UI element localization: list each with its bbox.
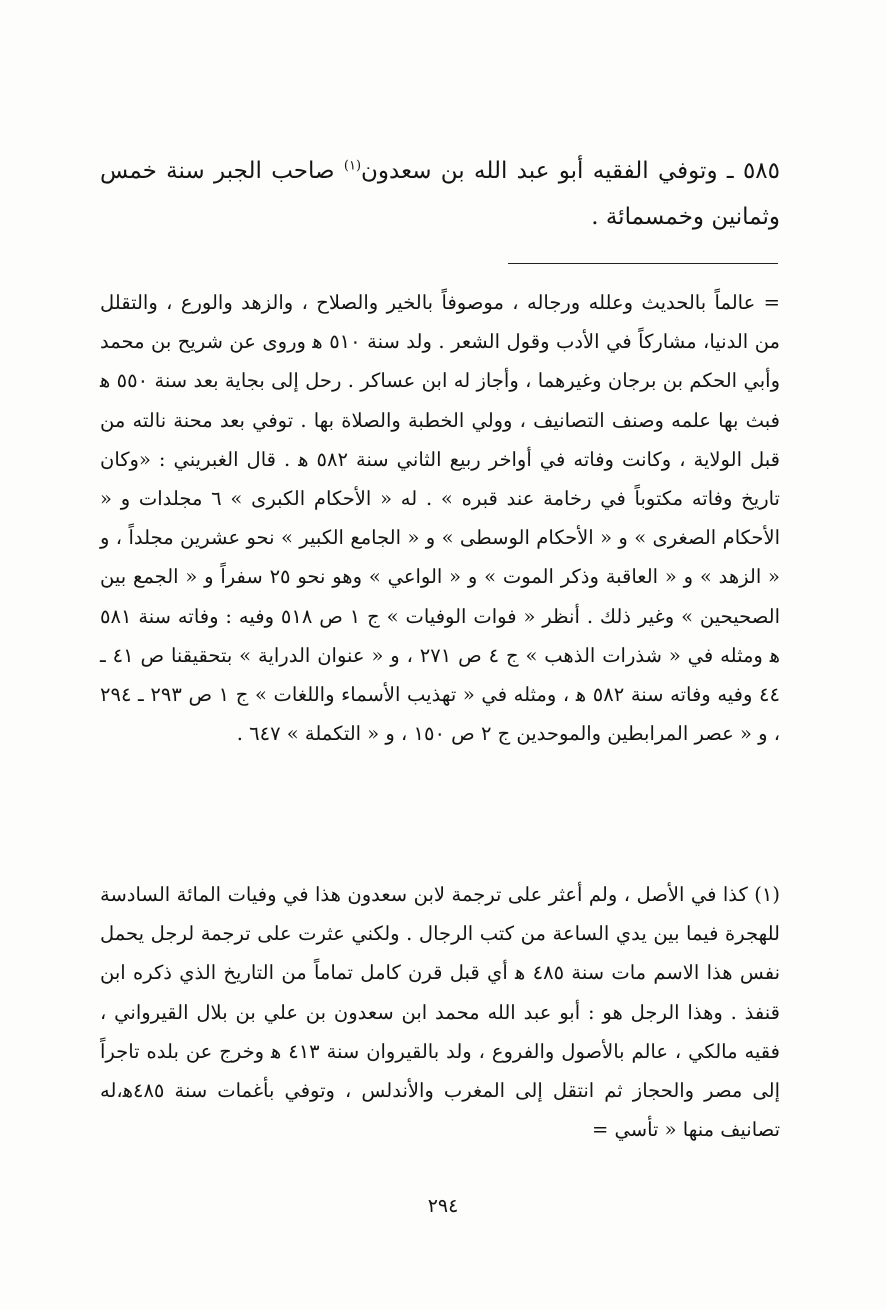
footnote-divider <box>508 263 778 264</box>
footnote-1: (١) كذا في الأصل ، ولم أعثر على ترجمة لابن سعدون هذا في وفيات المائة السادسة للهجرة فيما بين يدي الساعة من كتب الرجال . ولكني عثرت على ترجمة لرجل يحمل نفس هذا الاسم مات سنة ٤٨٥ ﻫ أي قبل قرن كامل تماماً من التاريخ الذي ذكره ابن قنفذ . وهذا الرجل هو : أبو عبد الله محمد ابن سعدون بن علي بن بلال القيرواني ، فقيه مالكي ، عالم بالأصول والفروع ، ولد بالقيروان سنة ٤١٣ ﻫ وخرج عن بلده تاجراً إلى مصر والحجاز ثم انتقل إلى المغرب والأندلس ، وتوفي بأغمات سنة ٤٨٥ﻫ،له تصانيف منها « تأسي = <box>100 883 780 1142</box>
main-entry-paragraph <box>100 148 780 240</box>
entry-text-before-ref: ـ وتوفي الفقيه أبو عبد الله بن سعدون <box>361 158 734 184</box>
entry-text-after-ref: صاحب الجبر سنة خمس وثمانين وخمسمائة . <box>100 158 780 230</box>
page-number: ٢٩٤ <box>427 1195 459 1217</box>
footnote-reference[interactable]: (١) <box>343 158 362 174</box>
entry-number: ٥٨٥ <box>742 158 781 184</box>
footnote-continuation: = عالماً بالحديث وعلله ورجاله ، موصوفاً بالخير والصلاح ، والزهد والورع ، والتقلل من الدنيا، مشاركاً في الأدب وقول الشعر . ولد سنة ٥١٠ ﻫ وروى عن شريح بن محمد وأبي الحكم بن برجان وغيرهما ، وأجاز له ابن عساكر . رحل إلى بجاية بعد سنة ٥٥٠ ﻫ فبث بها علمه وصنف التصانيف ، وولي الخطبة والصلاة بها . توفي بعد محنة نالته من قبل الولاية ، وكانت وفاته في أواخر ربيع الثاني سنة ٥٨٢ ﻫ . قال الغبريني : «وكان تاريخ وفاته مكتوباً في رخامة عند قبره » . له « الأحكام الكبرى » ٦ مجلدات و « الأحكام الصغرى » و « الأحكام الوسطى » و « الجامع الكبير » نحو عشرين مجلداً ، و « الزهد » و « العاقبة وذكر الموت » و « الواعي » وهو نحو ٢٥ سفراً و « الجمع بين الصحيحين » وغير ذلك . أنظر « فوات الوفيات » ج ١ ص ٥١٨ وفيه : وفاته سنة ٥٨١ ﻫ ومثله في « شذرات الذهب » ج ٤ ص ٢٧١ ، و « عنوان الدراية » بتحقيقنا ص ٤١ ـ ٤٤ وفيه وفاته سنة ٥٨٢ ﻫ ، ومثله في « تهذيب الأسماء واللغات » ج ١ ص ٢٩٣ ـ ٢٩٤ ، و « عصر المرابطين والموحدين ج ٢ ص ١٥٠ ، و « التكملة » ٦٤٧ . <box>100 291 780 746</box>
